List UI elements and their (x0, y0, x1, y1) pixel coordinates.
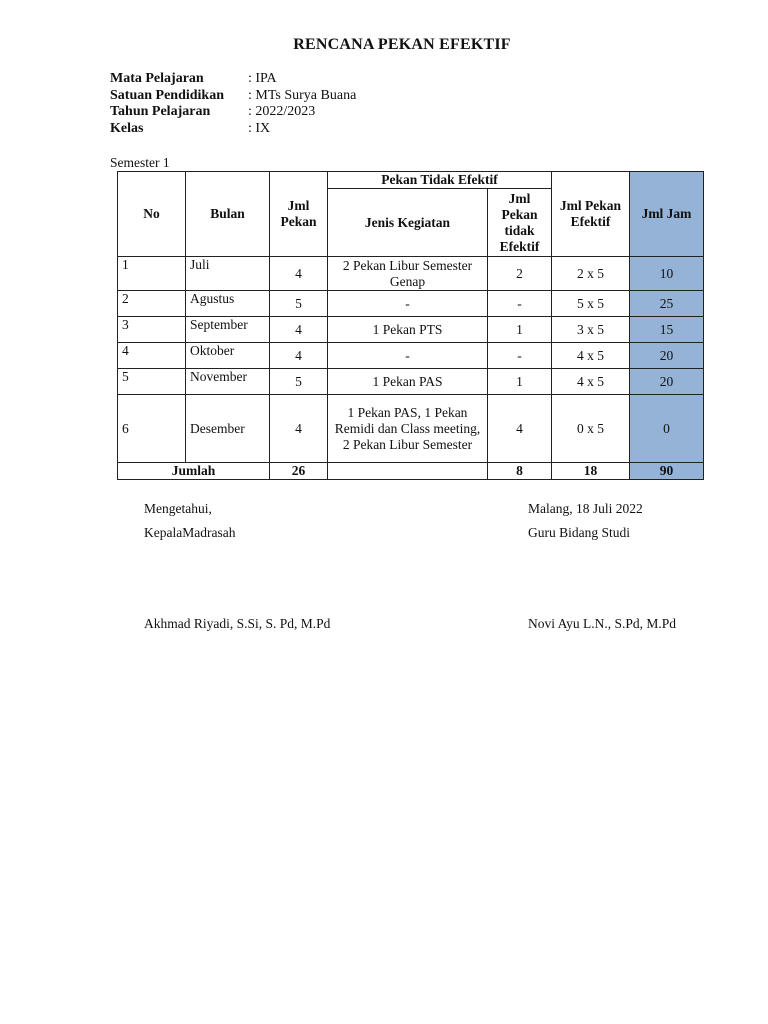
meta-value: : 2022/2023 (248, 104, 316, 119)
cell-tidak-efektif: 1 (488, 317, 552, 343)
cell-efektif: 5 x 5 (552, 291, 630, 317)
cell-kegiatan: 1 Pekan PAS, 1 Pekan Remidi dan Class meeting, 2 Pekan Libur Semester (328, 395, 488, 463)
cell-no: 4 (118, 343, 186, 369)
meta-value: : MTs Surya Buana (248, 87, 357, 103)
cell-kegiatan: - (328, 343, 488, 369)
cell-jml-pekan: 5 (270, 291, 328, 317)
cell-efektif: 4 x 5 (552, 343, 630, 369)
total-kegiatan-empty (328, 463, 488, 480)
cell-no: 5 (118, 369, 186, 395)
signature-right-line2: Guru Bidang Studi (528, 525, 631, 540)
total-label: Jumlah (118, 463, 270, 480)
cell-kegiatan: 2 Pekan Libur Semester Genap (328, 257, 488, 291)
cell-tidak-efektif: 2 (488, 257, 552, 291)
cell-no: 6 (118, 395, 186, 463)
cell-jml-pekan: 5 (270, 369, 328, 395)
header-no: No (118, 172, 186, 257)
meta-label: Kelas (110, 120, 144, 136)
cell-jam: 0 (630, 395, 704, 463)
cell-bulan: November (186, 369, 270, 395)
cell-kegiatan: 1 Pekan PTS (328, 317, 488, 343)
cell-jml-pekan: 4 (270, 343, 328, 369)
header-jml-jam: Jml Jam (630, 172, 704, 257)
meta-row-mata-pelajaran (110, 71, 356, 88)
meta-row-kelas (110, 121, 356, 138)
total-jam: 90 (630, 463, 704, 480)
semester-label: Semester 1 (110, 155, 170, 170)
cell-kegiatan: 1 Pekan PAS (328, 369, 488, 395)
cell-efektif: 3 x 5 (552, 317, 630, 343)
header-pekan-tidak-efektif: Pekan Tidak Efektif (328, 172, 552, 189)
cell-jml-pekan: 4 (270, 317, 328, 343)
header-jml-pekan-tidak-efektif: Jml Pekan tidak Efektif (488, 189, 552, 257)
header-jml-pekan-efektif: Jml Pekan Efektif (552, 172, 630, 257)
total-jml-pekan: 26 (270, 463, 328, 480)
cell-kegiatan: - (328, 291, 488, 317)
cell-efektif: 4 x 5 (552, 369, 630, 395)
meta-row-tahun-pelajaran (110, 104, 356, 121)
meta-label: Mata Pelajaran (110, 71, 204, 86)
table-row (118, 369, 704, 395)
table-row (118, 395, 704, 463)
meta-info (110, 71, 356, 137)
cell-tidak-efektif: 4 (488, 395, 552, 463)
cell-jam: 20 (630, 369, 704, 395)
cell-bulan: September (186, 317, 270, 343)
cell-jam: 10 (630, 257, 704, 291)
table-row (118, 317, 704, 343)
signature-left-name: Akhmad Riyadi, S.Si, S. Pd, M.Pd (144, 616, 331, 631)
table-row (118, 291, 704, 317)
total-row (118, 463, 704, 480)
cell-bulan: Oktober (186, 343, 270, 369)
cell-jam: 25 (630, 291, 704, 317)
cell-no: 2 (118, 291, 186, 317)
cell-bulan: Juli (186, 257, 270, 291)
total-tidak-efektif: 8 (488, 463, 552, 480)
cell-jml-pekan: 4 (270, 257, 328, 291)
cell-no: 3 (118, 317, 186, 343)
cell-jam: 15 (630, 317, 704, 343)
cell-efektif: 0 x 5 (552, 395, 630, 463)
meta-label: Satuan Pendidikan (110, 87, 224, 103)
meta-label: Tahun Pelajaran (110, 104, 211, 119)
table-row (118, 343, 704, 369)
table-row (118, 257, 704, 291)
meta-value: : IX (248, 120, 271, 136)
signature-right-line1: Malang, 18 Juli 2022 (528, 501, 643, 516)
signature-left-line1: Mengetahui, (144, 501, 212, 516)
meta-value: : IPA (248, 71, 277, 86)
header-bulan: Bulan (186, 172, 270, 257)
cell-bulan: Agustus (186, 291, 270, 317)
cell-jml-pekan: 4 (270, 395, 328, 463)
pekan-efektif-table (117, 171, 704, 480)
cell-tidak-efektif: - (488, 343, 552, 369)
cell-tidak-efektif: 1 (488, 369, 552, 395)
cell-jam: 20 (630, 343, 704, 369)
signature-right (528, 497, 643, 545)
cell-efektif: 2 x 5 (552, 257, 630, 291)
meta-row-satuan-pendidikan (110, 88, 356, 105)
cell-bulan: Desember (186, 395, 270, 463)
cell-tidak-efektif: - (488, 291, 552, 317)
cell-no: 1 (118, 257, 186, 291)
document-title: RENCANA PEKAN EFEKTIF (293, 36, 511, 53)
signature-left (144, 497, 235, 545)
total-efektif: 18 (552, 463, 630, 480)
signature-right-name: Novi Ayu L.N., S.Pd, M.Pd (528, 616, 677, 631)
header-jml-pekan: Jml Pekan (270, 172, 328, 257)
signature-left-line2: KepalaMadrasah (144, 525, 236, 540)
header-jenis-kegiatan: Jenis Kegiatan (328, 189, 488, 257)
